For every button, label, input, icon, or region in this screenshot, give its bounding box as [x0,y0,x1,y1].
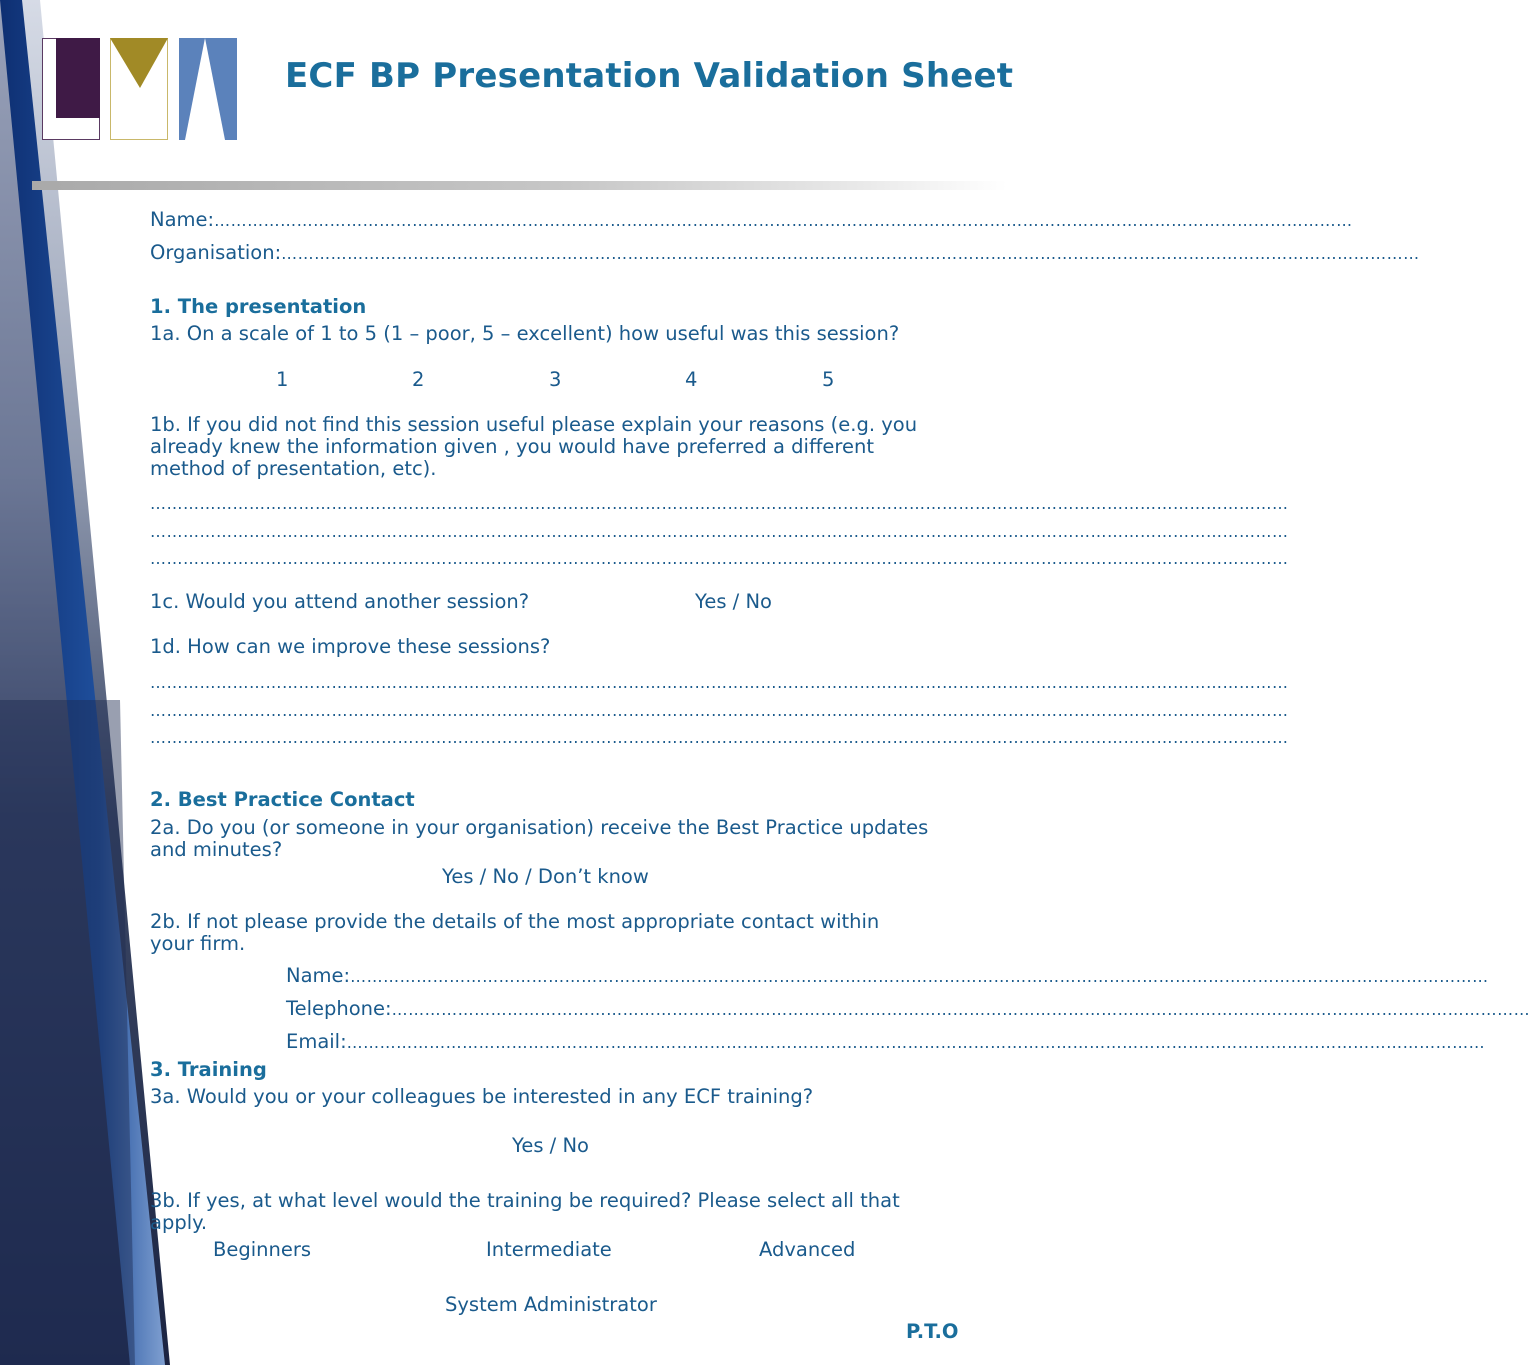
q2a-options[interactable]: Yes / No / Don’t know [442,865,649,888]
q3a-options[interactable]: Yes / No [512,1134,589,1157]
level-option-system-administrator[interactable]: System Administrator [445,1293,657,1316]
q2b-text-line1: 2b. If not please provide the details of the most appropriate contact within [150,910,880,933]
level-option-beginners[interactable]: Beginners [213,1238,312,1261]
scale-option-3[interactable]: 3 [549,368,562,391]
name-label: Name: [150,208,215,231]
page-title: ECF BP Presentation Validation Sheet [285,56,1014,96]
name-fill-line: ……………………………………………………………………………………………………………………………………………………………………………………… [214,211,1353,230]
q2a-text-line2: and minutes? [150,838,283,861]
answer-line[interactable]: ……………………………………………………………………………………………………………………………………………………………………………………… [150,522,1289,541]
contact-telephone-label: Telephone: [286,997,392,1020]
q1c-options[interactable]: Yes / No [695,590,772,613]
answer-line[interactable]: ……………………………………………………………………………………………………………………………………………………………………………………… [150,494,1289,513]
section1-heading: 1. The presentation [150,295,367,318]
contact-name-fill-line: ……………………………………………………………………………………………………………………………………………………………………………………… [350,967,1489,986]
answer-line[interactable]: ……………………………………………………………………………………………………………………………………………………………………………………… [150,701,1289,720]
logo-block-gold [110,38,168,140]
scale-option-2[interactable]: 2 [412,368,425,391]
q2b-text-line2: your firm. [150,932,246,955]
q2a-text-line1: 2a. Do you (or someone in your organisation) receive the Best Practice updates [150,816,929,839]
q3a-text: 3a. Would you or your colleagues be interested in any ECF training? [150,1085,814,1108]
contact-email-label: Email: [286,1030,347,1053]
name-field[interactable] [150,208,1353,232]
contact-telephone-field[interactable] [286,997,1530,1021]
section2-heading: 2. Best Practice Contact [150,788,415,811]
answer-line[interactable]: ……………………………………………………………………………………………………………………………………………………………………………………… [150,673,1289,692]
header-divider [32,181,1007,190]
scale-option-5[interactable]: 5 [822,368,835,391]
logo-block-blue [179,38,237,140]
logo-block-purple [42,38,100,140]
answer-line[interactable]: ……………………………………………………………………………………………………………………………………………………………………………………… [150,549,1289,568]
contact-name-label: Name: [286,964,351,987]
scale-option-1[interactable]: 1 [276,368,289,391]
q1b-text-line2: already knew the information given , you would have preferred a different [150,435,874,458]
answer-line[interactable]: ……………………………………………………………………………………………………………………………………………………………………………………… [150,728,1289,747]
level-option-advanced[interactable]: Advanced [759,1238,856,1261]
contact-email-fill-line: ……………………………………………………………………………………………………………………………………………………………………………………… [346,1033,1486,1052]
contact-name-field[interactable] [286,964,1489,988]
q3b-text-line2: apply. [150,1211,208,1234]
organisation-label: Organisation: [150,241,282,264]
section3-heading: 3. Training [150,1058,267,1081]
organisation-fill-line: ……………………………………………………………………………………………………………………………………………………………………………………… [281,244,1420,263]
contact-telephone-fill-line: ……………………………………………………………………………………………………………………………………………………………………………………… [391,1000,1530,1019]
q1a-text: 1a. On a scale of 1 to 5 (1 – poor, 5 – excellent) how useful was this session? [150,322,900,345]
level-option-intermediate[interactable]: Intermediate [486,1238,612,1261]
organisation-field[interactable] [150,241,1420,265]
q1b-text-line3: method of presentation, etc). [150,457,437,480]
pto-label: P.T.O [906,1320,959,1343]
q1d-text: 1d. How can we improve these sessions? [150,635,551,658]
contact-email-field[interactable] [286,1030,1486,1054]
scale-option-4[interactable]: 4 [685,368,698,391]
q3b-text-line1: 3b. If yes, at what level would the training be required? Please select all that [150,1189,900,1212]
q1b-text-line1: 1b. If you did not find this session useful please explain your reasons (e.g. you [150,413,918,436]
q1c-text: 1c. Would you attend another session? [150,590,530,613]
